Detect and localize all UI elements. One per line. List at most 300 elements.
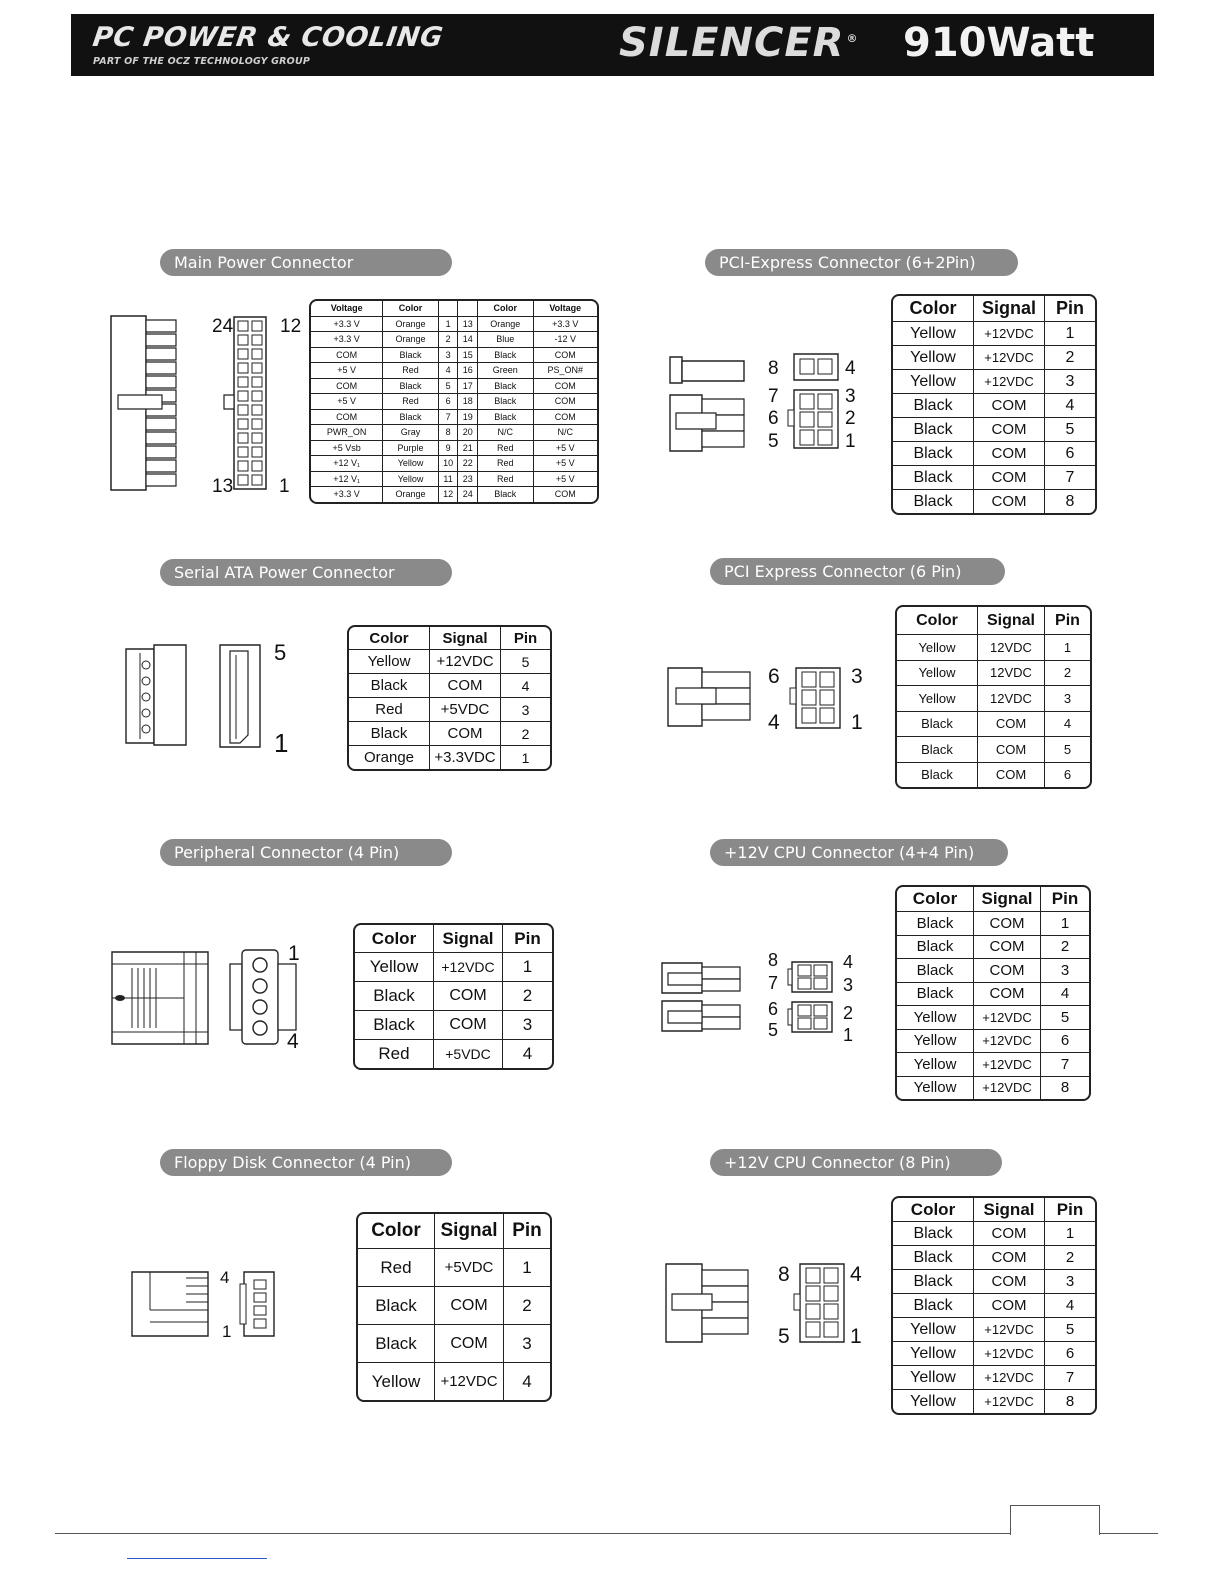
table-header-row: [893, 296, 1095, 322]
header-cell: Signal: [978, 607, 1045, 635]
header-cell: Voltage: [311, 301, 383, 317]
table-cell: COM: [311, 348, 383, 364]
main-pin-label-24: 24: [212, 316, 234, 337]
table-cell: Orange: [383, 317, 438, 333]
pcie62-pin-4: 4: [845, 358, 856, 379]
table-row: [897, 712, 1090, 738]
table-row: [893, 1318, 1095, 1342]
table-cell: Black: [893, 490, 974, 513]
table-cell: Black: [355, 1011, 434, 1040]
cpu-4-4-pinout-table: [895, 885, 1091, 1101]
table-cell: Black: [897, 763, 978, 788]
table-row: [358, 1287, 550, 1325]
table-row: [897, 1077, 1089, 1100]
floppy-side-diagram: [130, 1270, 210, 1340]
table-row: [893, 1270, 1095, 1294]
table-row: [893, 1246, 1095, 1270]
table-cell: Black: [897, 912, 974, 936]
table-cell: Red: [383, 394, 438, 410]
table-cell: 2: [1045, 346, 1095, 370]
table-cell: COM: [978, 763, 1045, 788]
cpu-8-pinout-table: [891, 1196, 1097, 1415]
table-cell: Yellow: [358, 1363, 435, 1400]
table-cell: 7: [1041, 1053, 1089, 1077]
table-row: [897, 959, 1089, 983]
table-cell: 5: [1045, 737, 1090, 763]
table-row: [311, 456, 597, 472]
table-cell: COM: [978, 737, 1045, 763]
table-cell: +12VDC: [430, 650, 501, 674]
table-cell: +12VDC: [974, 1390, 1045, 1413]
table-row: [897, 737, 1090, 763]
table-cell: 3: [1045, 370, 1095, 394]
table-cell: +5 V: [311, 394, 383, 410]
cpu44-pin-2: 2: [843, 1003, 854, 1023]
table-cell: 5: [501, 650, 550, 674]
pcie6-pin-3: 3: [851, 665, 863, 688]
table-cell: 8: [1060, 1079, 1070, 1097]
table-cell: 6: [1063, 767, 1072, 783]
table-header-row: [311, 301, 597, 317]
cpu8-pin-5: 5: [778, 1325, 790, 1348]
table-row: [893, 1222, 1095, 1246]
table-cell: Black: [349, 722, 430, 746]
brand-subtitle: PART OF THE OCZ TECHNOLOGY GROUP: [93, 56, 311, 67]
table-cell: Green: [478, 363, 533, 379]
header-cell: Voltage: [534, 301, 598, 317]
table-row: [358, 1325, 550, 1363]
table-cell: 4: [1045, 712, 1090, 738]
header-cell: Color: [897, 607, 978, 635]
pcie-6-2-front-diagram: [786, 352, 842, 452]
table-cell: 1: [1045, 635, 1090, 661]
table-cell: +12 V₁: [311, 456, 383, 472]
table-cell: Yellow: [349, 650, 430, 674]
table-row: [897, 983, 1089, 1007]
table-row: [311, 332, 597, 348]
table-row: [311, 317, 597, 333]
table-cell: -12 V: [534, 332, 598, 348]
table-cell: +12VDC: [974, 346, 1045, 370]
table-cell: 5: [439, 379, 459, 395]
table-cell: 8: [1065, 1393, 1075, 1410]
table-cell: COM: [974, 442, 1045, 466]
table-row: [893, 322, 1095, 346]
table-cell: +3.3 V: [311, 317, 383, 333]
cpu44-pin-7: 7: [768, 973, 779, 993]
table-cell: COM: [435, 1325, 504, 1363]
product-wattage: 910Watt: [903, 20, 1095, 66]
header-cell: Pin: [1041, 887, 1089, 912]
table-cell: +3.3 V: [534, 317, 598, 333]
table-cell: 18: [458, 394, 478, 410]
sata-pin-5: 5: [274, 640, 287, 665]
main-pin-label-12: 12: [280, 316, 302, 337]
pcie-6-pinout-table: [895, 605, 1092, 789]
table-row: [355, 982, 552, 1011]
table-row: [311, 425, 597, 441]
table-cell: +5 V: [311, 363, 383, 379]
table-cell: N/C: [534, 425, 598, 441]
header-cell: Signal: [974, 887, 1041, 912]
table-cell: COM: [974, 1246, 1045, 1270]
table-cell: Black: [349, 674, 430, 698]
cpu-8-side-diagram: [664, 1262, 752, 1344]
table-header-row: [893, 1198, 1095, 1222]
table-cell: 3: [501, 698, 550, 722]
table-cell: +12VDC: [974, 1318, 1045, 1342]
table-cell: Red: [478, 441, 533, 457]
table-row: [893, 1390, 1095, 1413]
pcie6-pin-4: 4: [768, 711, 780, 734]
table-cell: +12VDC: [434, 953, 503, 982]
table-cell: 15: [458, 348, 478, 364]
table-cell: 6: [439, 394, 459, 410]
table-cell: Yellow: [893, 1390, 974, 1413]
table-cell: 5: [1045, 418, 1095, 442]
pcie62-pin-7: 7: [768, 386, 779, 407]
table-cell: Black: [358, 1325, 435, 1363]
main-power-title: Main Power Connector: [160, 249, 452, 276]
table-cell: Black: [893, 418, 974, 442]
table-cell: 12VDC: [978, 686, 1045, 712]
table-cell: 4: [1041, 983, 1089, 1007]
table-cell: Black: [383, 379, 438, 395]
floppy-front-diagram: [238, 1270, 278, 1340]
header-cell: Signal: [974, 296, 1045, 322]
table-cell: COM: [435, 1287, 504, 1325]
table-cell: +3.3 V: [311, 332, 383, 348]
floppy-pin-4: 4: [220, 1268, 230, 1287]
table-cell: Black: [897, 936, 974, 960]
table-cell: Red: [478, 456, 533, 472]
table-cell: Yellow: [893, 1342, 974, 1366]
table-header-row: [897, 607, 1090, 635]
page-number-tab: [1010, 1505, 1100, 1535]
pcie62-pin-6: 6: [768, 408, 779, 429]
table-cell: Purple: [383, 441, 438, 457]
table-cell: Yellow: [897, 1030, 974, 1054]
table-cell: Red: [358, 1249, 435, 1287]
pcie62-pin-3: 3: [845, 386, 856, 407]
table-cell: +5 V: [534, 472, 598, 488]
table-cell: 7: [439, 410, 459, 426]
table-header-row: [897, 887, 1089, 912]
table-cell: Black: [383, 410, 438, 426]
table-cell: 20: [458, 425, 478, 441]
header-cell: Signal: [430, 627, 501, 650]
table-row: [311, 363, 597, 379]
header-cell: [458, 301, 478, 317]
table-cell: Black: [358, 1287, 435, 1325]
header-cell: Pin: [504, 1214, 550, 1249]
table-cell: 5: [1041, 1006, 1089, 1030]
table-row: [897, 661, 1090, 687]
table-cell: Yellow: [893, 1318, 974, 1342]
table-cell: COM: [978, 712, 1045, 738]
table-cell: Black: [355, 982, 434, 1011]
table-cell: 22: [458, 456, 478, 472]
header-cell: Pin: [503, 925, 552, 953]
footer-divider: [55, 1533, 1158, 1534]
table-row: [897, 936, 1089, 960]
header-cell: Color: [383, 301, 438, 317]
peripheral-pin-4: 4: [287, 1030, 299, 1053]
table-cell: 8: [1065, 492, 1075, 510]
table-cell: Yellow: [897, 1053, 974, 1077]
table-row: [349, 650, 550, 674]
main-power-front-diagram: [220, 315, 270, 492]
table-cell: +5 Vsb: [311, 441, 383, 457]
product-name-text: SILENCER: [619, 20, 845, 66]
table-cell: Black: [478, 487, 533, 502]
table-cell: Yellow: [893, 346, 974, 370]
table-cell: 4: [439, 363, 459, 379]
registered-mark: ®: [846, 31, 859, 45]
cpu8-pin-1: 1: [850, 1325, 862, 1348]
table-cell: 6: [1045, 442, 1095, 466]
table-cell: Yellow: [383, 456, 438, 472]
table-row: [897, 912, 1089, 936]
cpu44-pin-1: 1: [843, 1025, 854, 1045]
main-pin-label-13: 13: [212, 476, 234, 497]
table-cell: COM: [974, 912, 1041, 936]
header-cell: Pin: [1045, 1198, 1095, 1222]
table-cell: Black: [893, 1294, 974, 1318]
table-cell: Blue: [478, 332, 533, 348]
cpu-4-4-front-diagram: [786, 960, 836, 1036]
table-cell: +5 V: [534, 441, 598, 457]
table-cell: Black: [478, 379, 533, 395]
header-cell: Color: [358, 1214, 435, 1249]
table-cell: COM: [430, 674, 501, 698]
table-cell: COM: [974, 936, 1041, 960]
table-cell: Red: [478, 472, 533, 488]
table-row: [893, 1294, 1095, 1318]
table-cell: Black: [478, 394, 533, 410]
table-cell: 4: [522, 1044, 533, 1063]
table-cell: 23: [458, 472, 478, 488]
table-row: [311, 410, 597, 426]
table-row: [893, 490, 1095, 513]
pcie6-pin-6: 6: [768, 665, 780, 688]
table-cell: 4: [501, 674, 550, 698]
peripheral-pin-1: 1: [288, 942, 300, 965]
cpu44-pin-4: 4: [843, 952, 854, 972]
cpu44-pin-3: 3: [843, 975, 854, 995]
table-cell: 17: [458, 379, 478, 395]
brand-logo-text: PC POWER & COOLING: [90, 22, 446, 53]
table-row: [311, 441, 597, 457]
pcie-6-side-diagram: [666, 666, 754, 730]
table-row: [311, 472, 597, 488]
header-banner: [71, 14, 1154, 76]
table-cell: Yellow: [893, 370, 974, 394]
table-cell: COM: [534, 348, 598, 364]
table-cell: Black: [897, 737, 978, 763]
table-row: [893, 418, 1095, 442]
table-cell: +5 V: [534, 456, 598, 472]
table-cell: COM: [974, 1294, 1045, 1318]
floppy-pin-1: 1: [222, 1322, 232, 1341]
main-pin-label-1: 1: [279, 476, 290, 497]
cpu8-pin-8: 8: [778, 1263, 790, 1286]
table-cell: 12VDC: [978, 635, 1045, 661]
header-cell: Signal: [974, 1198, 1045, 1222]
table-cell: 6: [1045, 1342, 1095, 1366]
table-cell: 3: [1041, 959, 1089, 983]
table-cell: +12VDC: [974, 322, 1045, 346]
peripheral-pinout-table: [353, 923, 554, 1070]
table-cell: Black: [893, 1222, 974, 1246]
sata-side-diagram: [124, 643, 190, 747]
table-row: [893, 1342, 1095, 1366]
table-cell: COM: [974, 418, 1045, 442]
table-cell: COM: [554, 489, 576, 500]
table-cell: 2: [1045, 661, 1090, 687]
pcie-6-title: PCI Express Connector (6 Pin): [710, 558, 1005, 585]
table-cell: 2: [1041, 936, 1089, 960]
table-row: [349, 698, 550, 722]
table-cell: 5: [1045, 1318, 1095, 1342]
table-cell: 3: [1045, 686, 1090, 712]
table-header-row: [355, 925, 552, 953]
table-cell: COM: [311, 410, 383, 426]
table-cell: +3.3 V: [311, 487, 383, 502]
table-row: [893, 346, 1095, 370]
table-row: [349, 746, 550, 769]
table-cell: +12VDC: [974, 1030, 1041, 1054]
table-cell: COM: [534, 379, 598, 395]
pcie-6-2-side-diagram: [668, 355, 748, 455]
table-cell: COM: [974, 466, 1045, 490]
table-cell: Black: [893, 442, 974, 466]
table-row: [897, 635, 1090, 661]
table-cell: Black: [893, 466, 974, 490]
table-cell: 1: [439, 317, 459, 333]
table-row: [893, 394, 1095, 418]
header-cell: Color: [349, 627, 430, 650]
table-cell: 1: [1045, 322, 1095, 346]
table-cell: COM: [434, 982, 503, 1011]
header-cell: Color: [897, 887, 974, 912]
table-cell: Black: [897, 959, 974, 983]
table-cell: 1: [503, 953, 552, 982]
table-row: [355, 953, 552, 982]
table-cell: 2: [501, 722, 550, 746]
table-cell: +12VDC: [974, 1342, 1045, 1366]
table-cell: +12VDC: [974, 370, 1045, 394]
table-row: [893, 466, 1095, 490]
table-cell: COM: [311, 379, 383, 395]
pcie-6-front-diagram: [788, 666, 844, 730]
cpu8-pin-4: 4: [850, 1263, 862, 1286]
sata-front-diagram: [218, 643, 268, 749]
table-cell: Yellow: [893, 1366, 974, 1390]
table-cell: COM: [974, 1222, 1045, 1246]
table-cell: 8: [439, 425, 459, 441]
peripheral-side-diagram: [110, 950, 210, 1046]
table-cell: 24: [458, 487, 478, 502]
table-row: [311, 394, 597, 410]
table-cell: +12VDC: [974, 1053, 1041, 1077]
table-row: [355, 1011, 552, 1040]
table-row: [358, 1363, 550, 1400]
table-cell: +12VDC: [974, 1006, 1041, 1030]
table-cell: Black: [893, 1246, 974, 1270]
table-cell: Yellow: [897, 1006, 974, 1030]
table-cell: Yellow: [383, 472, 438, 488]
table-cell: Black: [893, 394, 974, 418]
table-cell: Black: [897, 983, 974, 1007]
table-cell: +12 V₁: [311, 472, 383, 488]
table-cell: COM: [434, 1011, 503, 1040]
table-cell: COM: [974, 959, 1041, 983]
cpu44-pin-8: 8: [768, 950, 779, 970]
table-row: [311, 348, 597, 364]
cpu44-pin-6: 6: [768, 999, 779, 1019]
table-cell: 1: [1041, 912, 1089, 936]
table-cell: 3: [439, 348, 459, 364]
table-cell: Black: [893, 1270, 974, 1294]
header-cell: Color: [478, 301, 533, 317]
table-row: [349, 674, 550, 698]
table-cell: Orange: [478, 317, 533, 333]
table-row: [897, 686, 1090, 712]
table-row: [897, 1053, 1089, 1077]
table-cell: Yellow: [897, 661, 978, 687]
header-cell: Color: [893, 1198, 974, 1222]
product-name: [619, 20, 858, 66]
cpu-8-title: +12V CPU Connector (8 Pin): [710, 1149, 1002, 1176]
table-cell: +12VDC: [974, 1366, 1045, 1390]
cpu-4-4-side-diagram: [660, 961, 744, 1035]
main-power-pinout-table: [309, 299, 599, 504]
table-row: [355, 1040, 552, 1068]
peripheral-title: Peripheral Connector (4 Pin): [160, 839, 452, 866]
table-cell: PS_ON#: [534, 363, 598, 379]
table-cell: Black: [478, 348, 533, 364]
table-cell: Red: [349, 698, 430, 722]
table-cell: 14: [458, 332, 478, 348]
table-row: [311, 379, 597, 395]
table-cell: PWR_ON: [311, 425, 383, 441]
table-cell: 1: [521, 749, 530, 766]
table-cell: 11: [439, 472, 459, 488]
table-row: [893, 370, 1095, 394]
table-cell: 4: [522, 1371, 532, 1391]
table-cell: COM: [534, 410, 598, 426]
table-cell: Orange: [349, 746, 430, 769]
pcie6-pin-1: 1: [851, 711, 863, 734]
table-cell: 12: [439, 487, 459, 502]
table-cell: Yellow: [897, 1077, 974, 1100]
table-cell: 19: [458, 410, 478, 426]
table-cell: +5VDC: [435, 1249, 504, 1287]
header-cell: Color: [893, 296, 974, 322]
sata-pinout-table: [347, 625, 552, 771]
table-cell: 4: [1045, 394, 1095, 418]
pcie-6-2-title: PCI-Express Connector (6+2Pin): [705, 249, 1018, 276]
table-cell: Orange: [383, 332, 438, 348]
main-power-side-diagram: [110, 315, 180, 492]
table-cell: +12VDC: [974, 1077, 1041, 1100]
table-cell: Yellow: [893, 322, 974, 346]
table-cell: COM: [974, 1270, 1045, 1294]
table-row: [358, 1249, 550, 1287]
table-row: [897, 1030, 1089, 1054]
header-cell: Pin: [1045, 296, 1095, 322]
